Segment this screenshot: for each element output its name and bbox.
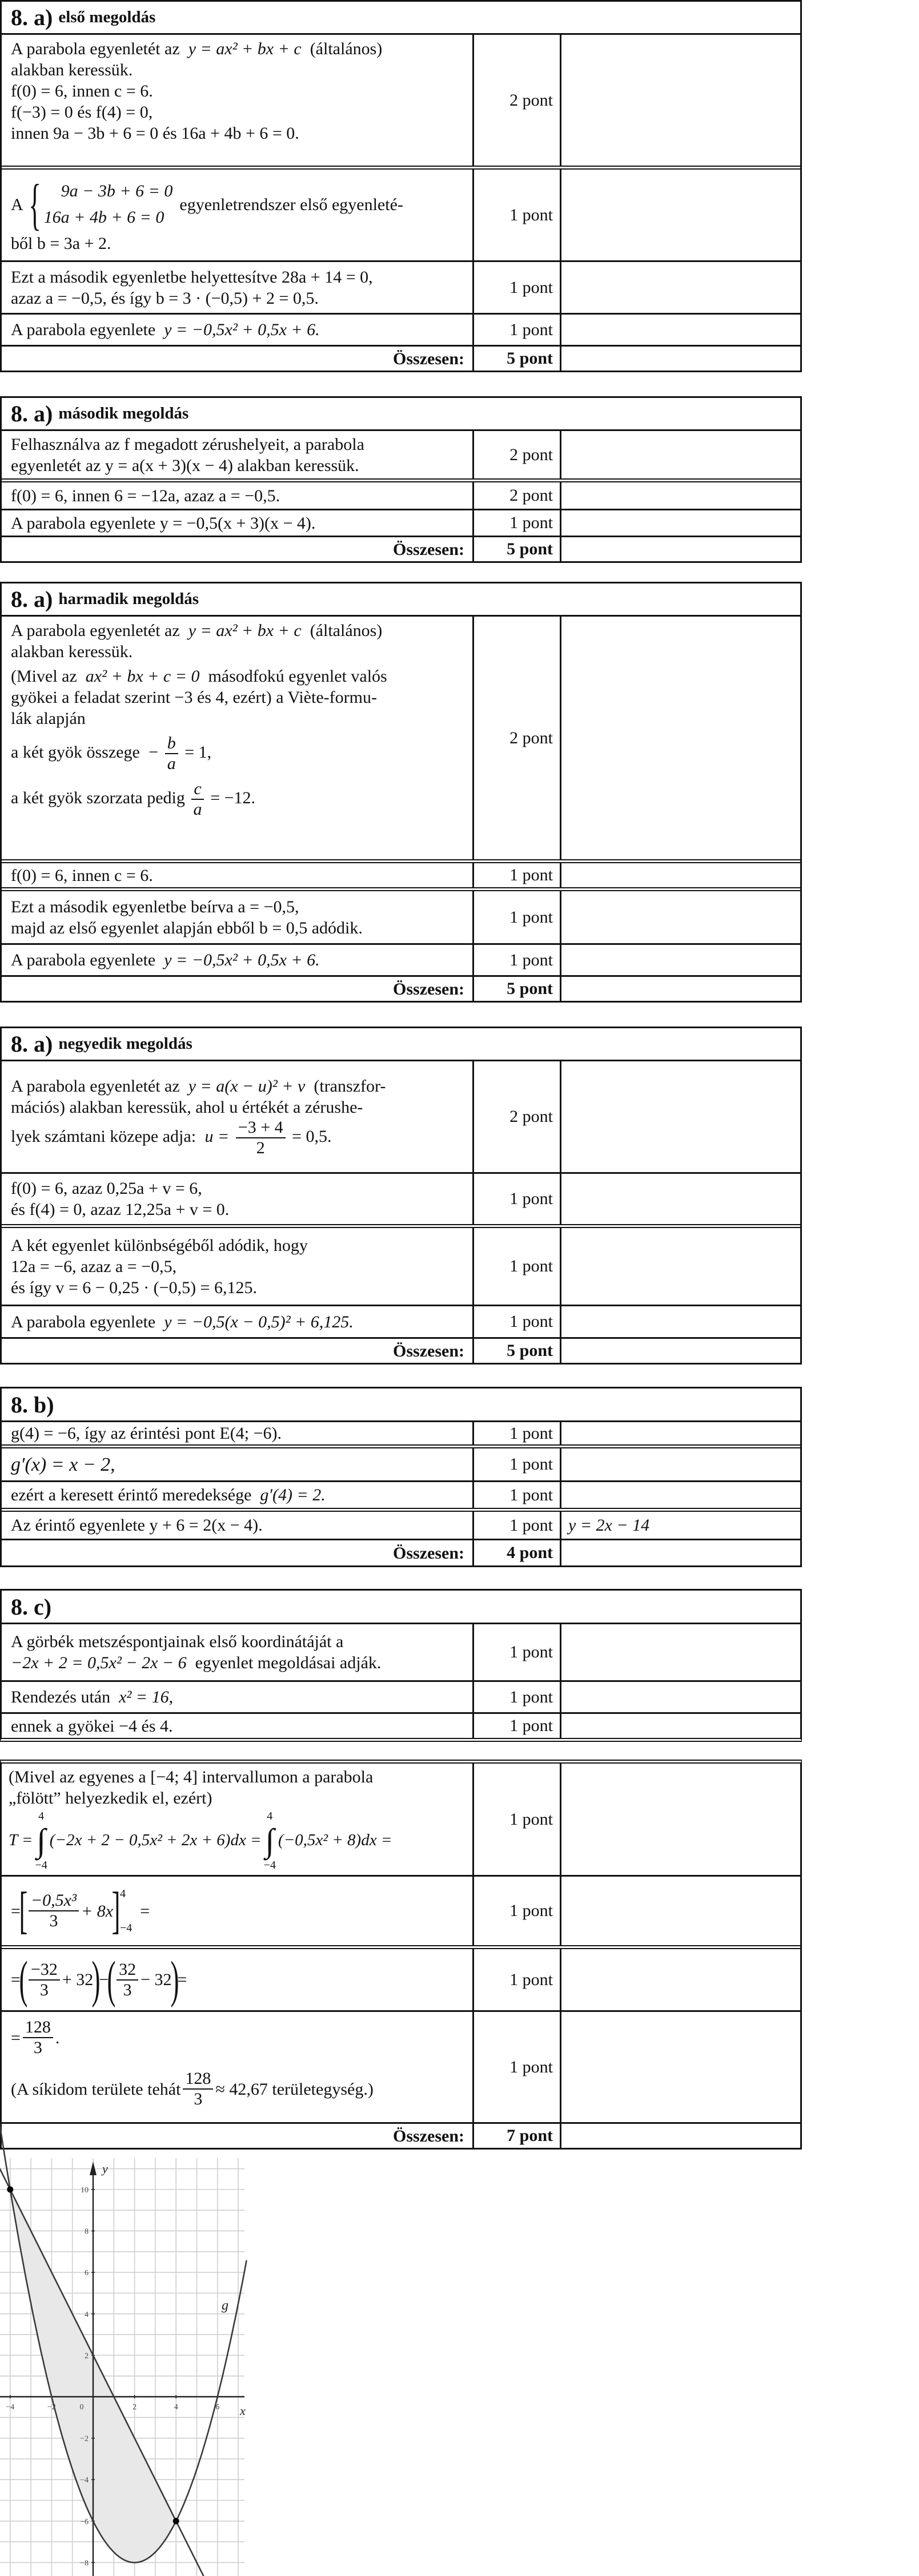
text-line: g(4) = −6, így az érintési pont E(4; −6). xyxy=(11,1424,282,1443)
total-points: 5 pont xyxy=(474,977,561,1001)
table-row xyxy=(2,2012,800,2124)
points-cell: 1 pont xyxy=(474,1512,561,1539)
notes-cell xyxy=(561,1422,800,1444)
text-line: A parabola egyenletét az xyxy=(11,39,180,58)
table-row xyxy=(2,1714,800,1738)
equation: 16a + 4b + 6 = 0 xyxy=(43,208,164,227)
notes-cell xyxy=(561,1764,800,1875)
table-row xyxy=(2,35,800,170)
points-cell: 1 pont xyxy=(474,1949,561,2010)
solution-step xyxy=(2,1512,474,1539)
text-line: A parabola egyenlete y = −0,5(x + 3)(x − 4). xyxy=(11,513,316,533)
text-line: „fölött” helyezkedik el, ezért) xyxy=(9,1788,212,1808)
solution-step xyxy=(2,1448,474,1480)
total-label: Összesen: xyxy=(2,537,474,561)
points-cell: 1 pont xyxy=(474,1877,561,1945)
text-line: majd az első egyenlet alapján ebből b = 0,5 adódik. xyxy=(11,918,363,937)
notes-cell xyxy=(561,510,800,536)
points-cell: 1 pont xyxy=(474,891,561,943)
text-line: A parabola egyenlete xyxy=(11,951,156,969)
solution-step xyxy=(2,35,474,166)
solution-step xyxy=(2,431,474,478)
integral-sign-icon: 4 ∫ −4 xyxy=(263,1809,276,1871)
points-cell: 1 pont xyxy=(474,2012,561,2122)
points-cell: 2 pont xyxy=(474,1061,561,1172)
text-line: és f(4) = 0, azaz 12,25a + v = 0. xyxy=(11,1200,230,1219)
table-row xyxy=(2,617,800,863)
notes-cell xyxy=(561,262,800,313)
notes-cell xyxy=(561,945,800,975)
section-number: 8. a) xyxy=(11,1031,53,1057)
points-cell: 2 pont xyxy=(474,482,561,509)
text-line: f(0) = 6, azaz 0,25a + v = 6, xyxy=(11,1179,202,1198)
section-8a-third-solution xyxy=(0,582,802,1003)
solution-step xyxy=(2,1061,474,1172)
section-subtitle: harmadik megoldás xyxy=(58,590,199,608)
y-tick-label: 2 xyxy=(85,2352,89,2361)
formula: + 32 xyxy=(62,1970,94,1989)
solution-step xyxy=(2,617,474,859)
table-row xyxy=(2,1422,800,1448)
section-8a-second-solution xyxy=(0,396,802,563)
notes-cell xyxy=(561,1228,800,1305)
text-line: ből b = 3a + 2. xyxy=(11,234,111,253)
formula: ax² + bx + c = 0 xyxy=(85,667,200,686)
text-line: innen 9a − 3b + 6 = 0 és 16a + 4b + 6 = 0. xyxy=(11,124,299,143)
y-tick-label: 8 xyxy=(85,2227,89,2236)
text-line: azaz a = −0,5, és így b = 3 · (−0,5) + 2 = 0,5. xyxy=(11,288,319,308)
text-line: f(0) = 6, innen 6 = −12a, azaz a = −0,5. xyxy=(11,486,280,505)
y-tick-label: 4 xyxy=(85,2310,89,2319)
left-bracket-icon: [ xyxy=(19,1882,28,1939)
numerator: −0,5x³ xyxy=(29,1891,79,1911)
table-row xyxy=(2,1877,800,1949)
total-row xyxy=(2,2124,800,2148)
numerator: −32 xyxy=(29,1960,60,1981)
upper-limit: 4 xyxy=(267,1809,273,1822)
notes-cell xyxy=(561,1949,800,2010)
formula: x² = 16, xyxy=(119,1688,174,1706)
section-number: 8. a) xyxy=(11,5,53,30)
text-line: gyökei a feladat szerint −3 és 4, ezért) a Viète-formu- xyxy=(11,688,377,707)
text-line: a két gyök összege xyxy=(11,742,140,762)
table-row xyxy=(2,482,800,510)
notes-cell xyxy=(561,482,800,509)
solution-step xyxy=(2,1949,474,2010)
section-header xyxy=(2,583,800,617)
table-row xyxy=(2,1306,800,1339)
fraction xyxy=(29,1891,79,1931)
section-8c-part1 xyxy=(0,1589,802,1742)
solution-step xyxy=(2,1174,474,1224)
text-line: és így v = 6 − 0,25 · (−0,5) = 6,125. xyxy=(11,1278,257,1297)
table-row xyxy=(2,315,800,347)
section-header xyxy=(2,1591,800,1624)
notes-cell xyxy=(561,1540,800,1565)
fraction xyxy=(29,1960,60,2000)
table-row xyxy=(2,1682,800,1714)
y-tick-label: 10 xyxy=(81,2186,89,2195)
text-line: (Mivel az egyenes a [−4; 4] intervallumon a parabola xyxy=(9,1767,374,1786)
solution-step xyxy=(2,1422,474,1444)
notes-cell xyxy=(561,1624,800,1680)
notes-cell xyxy=(561,431,800,478)
notes-cell xyxy=(561,1682,800,1712)
solution-step xyxy=(2,1764,474,1875)
y-tick-label: −2 xyxy=(80,2434,89,2444)
notes-cell xyxy=(561,170,800,260)
text-line: ennek a gyökei −4 és 4. xyxy=(11,1716,173,1736)
points-cell: 2 pont xyxy=(474,617,561,859)
solution-step xyxy=(2,170,474,260)
equals-sign: = xyxy=(11,1901,21,1921)
denominator: a xyxy=(193,800,202,819)
equals-sign: = xyxy=(11,1970,21,1989)
section-number: 8. a) xyxy=(11,586,53,612)
x-tick-label: −4 xyxy=(6,2403,15,2412)
points-cell: 2 pont xyxy=(474,431,561,478)
right-paren-icon: ) xyxy=(170,1951,179,2008)
equals-sign: = xyxy=(140,1901,150,1921)
text-line: alakban keressük. xyxy=(11,61,133,79)
section-subtitle: második megoldás xyxy=(58,404,189,422)
total-row xyxy=(2,347,800,371)
section-number: 8. c) xyxy=(11,1593,52,1620)
table-row xyxy=(2,1061,800,1174)
upper-limit: 4 xyxy=(120,1887,126,1900)
solution-step xyxy=(2,315,474,345)
section-header xyxy=(2,398,800,431)
formula: (−0,5x² + 8)dx = xyxy=(278,1831,392,1849)
total-points: 5 pont xyxy=(474,347,561,371)
text-line: (általános) xyxy=(310,39,383,58)
text-line: egyenletrendszer első egyenleté- xyxy=(179,195,403,214)
solution-step xyxy=(2,1482,474,1508)
table-row xyxy=(2,945,800,977)
points-cell: 2 pont xyxy=(474,35,561,166)
formula: −2x + 2 = 0,5x² − 2x − 6 xyxy=(11,1653,187,1672)
denominator: 2 xyxy=(256,1138,265,1157)
text-line: (általános) xyxy=(310,621,383,640)
notes-cell xyxy=(561,863,800,887)
points-cell: 1 pont xyxy=(474,1306,561,1337)
section-8c-part2 xyxy=(0,1760,802,2150)
section-subtitle: első megoldás xyxy=(58,8,156,26)
text-line: f(−3) = 0 és f(4) = 0, xyxy=(11,103,153,122)
notes-cell xyxy=(561,1174,800,1224)
solution-step xyxy=(2,1877,474,1945)
points-cell: 1 pont xyxy=(474,1174,561,1224)
fraction xyxy=(183,2069,213,2109)
left-brace-icon: { xyxy=(28,172,41,236)
total-row xyxy=(2,1339,800,1363)
text-line: = 1, xyxy=(184,742,212,762)
y-tick-label: −4 xyxy=(80,2476,89,2485)
total-points: 7 pont xyxy=(474,2124,561,2148)
text-line: ≈ 42,67 területegység.) xyxy=(215,2079,374,2099)
points-cell: 1 pont xyxy=(474,170,561,260)
lower-limit: −4 xyxy=(120,1922,133,1934)
table-row xyxy=(2,262,800,315)
table-row xyxy=(2,431,800,482)
text-line: Ezt a második egyenletbe beírva a = −0,5, xyxy=(11,897,299,916)
section-8a-fourth-solution xyxy=(0,1027,802,1365)
text-line: alakban keressük. xyxy=(11,642,133,661)
text-line: A xyxy=(11,195,23,214)
notes-cell xyxy=(561,2012,800,2122)
table-row xyxy=(2,170,800,262)
section-8b xyxy=(0,1387,802,1567)
section-8a-first-solution xyxy=(0,0,802,372)
formula: − 32 xyxy=(141,1970,172,1989)
table-row xyxy=(2,891,800,945)
points-cell: 1 pont xyxy=(474,945,561,975)
formula: (−2x + 2 − 0,5x² + 2x + 6)dx = xyxy=(49,1831,262,1849)
total-label: Összesen: xyxy=(2,977,474,1001)
x-tick-label: −2 xyxy=(47,2403,56,2412)
text-line: = 0,5. xyxy=(292,1126,332,1146)
upper-limit: 4 xyxy=(38,1809,45,1822)
section-subtitle: negyedik megoldás xyxy=(58,1035,192,1053)
notes-cell xyxy=(561,1061,800,1172)
text-line: másodfokú egyenlet valós xyxy=(208,667,387,686)
text-line: = −12. xyxy=(210,788,256,807)
solution-step xyxy=(2,1228,474,1305)
fraction xyxy=(23,2018,53,2058)
points-cell: 1 pont xyxy=(474,1448,561,1480)
points-cell: 1 pont xyxy=(474,1714,561,1738)
points-cell: 1 pont xyxy=(474,1624,561,1680)
text-line: f(0) = 6, innen c = 6. xyxy=(11,866,153,885)
y-tick-label: −8 xyxy=(80,2559,89,2568)
table-row xyxy=(2,510,800,537)
equals-sign: = xyxy=(177,1970,187,1989)
function-graph xyxy=(0,2158,244,2576)
notes-cell xyxy=(561,977,800,1001)
integral-sign-icon: 4 ∫ −4 xyxy=(35,1809,47,1871)
notes-cell xyxy=(561,35,800,166)
total-label: Összesen: xyxy=(2,1540,474,1565)
formula: y = −0,5x² + 0,5x + 6. xyxy=(164,951,320,969)
table-row xyxy=(2,1448,800,1482)
table-row xyxy=(2,1174,800,1228)
notes-cell xyxy=(561,315,800,345)
solution-step xyxy=(2,891,474,943)
notes-cell xyxy=(561,2124,800,2148)
y-axis-label: y xyxy=(102,2162,108,2176)
text-line: Felhasználva az f megadott zérushelyeit, a parabola xyxy=(11,434,364,454)
total-row xyxy=(2,977,800,1001)
text-line: ezért a keresett érintő meredeksége xyxy=(11,1486,252,1504)
table-row xyxy=(2,1764,800,1877)
section-header xyxy=(2,1028,800,1061)
x-tick-label: 2 xyxy=(133,2403,137,2412)
notes-cell xyxy=(561,891,800,943)
solution-step xyxy=(2,2012,474,2122)
text-line: Rendezés után xyxy=(11,1688,111,1706)
points-cell: 1 pont xyxy=(474,1228,561,1305)
numerator: 32 xyxy=(117,1960,138,1981)
minus-sign: − xyxy=(99,1970,109,1989)
table-row xyxy=(2,1949,800,2012)
points-cell: 1 pont xyxy=(474,1482,561,1508)
total-points: 4 pont xyxy=(474,1540,561,1565)
total-points: 5 pont xyxy=(474,537,561,561)
notes-cell xyxy=(561,617,800,859)
text-line: f(0) = 6, innen c = 6. xyxy=(11,82,153,100)
formula: y = −0,5(x − 0,5)² + 6,125. xyxy=(164,1312,354,1331)
text-line: mációs) alakban keressük, ahol u értékét a zérushe- xyxy=(11,1098,363,1117)
table-row xyxy=(2,1228,800,1306)
section-header xyxy=(2,2,800,35)
fraction xyxy=(191,779,203,819)
solution-step xyxy=(2,482,474,509)
text-line: Az érintő egyenlete y + 6 = 2(x − 4). xyxy=(11,1516,263,1535)
notes-cell xyxy=(561,537,800,561)
notes-cell xyxy=(561,1512,800,1539)
text-line: egyenletét az y = a(x + 3)(x − 4) alakban keressük. xyxy=(11,456,359,475)
points-cell: 1 pont xyxy=(474,315,561,345)
total-row xyxy=(2,537,800,561)
text-line: A görbék metszéspontjainak első koordinátáját a xyxy=(11,1632,344,1651)
formula: + 8x xyxy=(81,1901,114,1921)
x-tick-label: 6 xyxy=(215,2403,220,2412)
notes-cell xyxy=(561,1339,800,1363)
solution-step xyxy=(2,1306,474,1337)
formula: u = xyxy=(204,1126,230,1146)
total-label: Összesen: xyxy=(2,347,474,371)
intersection-point xyxy=(7,2187,13,2193)
section-header xyxy=(2,1388,800,1422)
numerator: −3 + 4 xyxy=(236,1118,286,1138)
solution-step xyxy=(2,945,474,975)
lower-limit: −4 xyxy=(263,1858,276,1871)
note-text: y = 2x − 14 xyxy=(568,1515,650,1535)
formula: y = −0,5x² + 0,5x + 6. xyxy=(164,320,320,339)
x-axis-label: x xyxy=(240,2404,246,2418)
minus-sign: − xyxy=(149,742,159,762)
text-line: A parabola egyenlete xyxy=(11,320,156,339)
equals-sign: = xyxy=(11,2028,21,2047)
table-row xyxy=(2,1624,800,1682)
solution-step xyxy=(2,863,474,887)
left-paren-icon: ( xyxy=(107,1951,116,2008)
fraction xyxy=(117,1960,138,2000)
numerator: c xyxy=(191,779,203,800)
text-line: A parabola egyenletét az xyxy=(11,621,180,640)
text-line: (A síkidom területe tehát xyxy=(11,2079,181,2099)
numerator: 128 xyxy=(23,2018,53,2038)
solution-step xyxy=(2,510,474,536)
points-cell: 1 pont xyxy=(474,863,561,887)
table-row xyxy=(2,1482,800,1512)
numerator: b xyxy=(165,734,178,754)
total-points: 5 pont xyxy=(474,1339,561,1363)
section-number: 8. a) xyxy=(11,401,53,426)
x-tick-label: 0 xyxy=(79,2403,84,2412)
period: . xyxy=(55,2028,60,2047)
text-line: A parabola egyenlete xyxy=(11,1312,156,1331)
denominator: 3 xyxy=(33,2038,42,2057)
table-row xyxy=(2,1512,800,1540)
notes-cell xyxy=(561,1306,800,1337)
text-line: lák alapján xyxy=(11,709,86,728)
text-line: (transzfor- xyxy=(314,1077,386,1096)
total-label: Összesen: xyxy=(2,1339,474,1363)
text-line: (Mivel az xyxy=(11,667,77,686)
points-cell: 1 pont xyxy=(474,510,561,536)
equation: 9a − 3b + 6 = 0 xyxy=(61,182,173,200)
text-line: a két gyök szorzata pedig xyxy=(11,788,185,807)
right-paren-icon: ) xyxy=(91,1951,101,2008)
intersection-point xyxy=(173,2518,179,2524)
points-cell: 1 pont xyxy=(474,1422,561,1444)
section-number: 8. b) xyxy=(11,1391,54,1418)
notes-cell xyxy=(561,1877,800,1945)
text-line: egyenlet megoldásai adják. xyxy=(195,1653,382,1672)
text-line: A két egyenlet különbségéből adódik, hogy xyxy=(11,1235,308,1255)
solution-step xyxy=(2,1714,474,1738)
denominator: a xyxy=(167,754,176,773)
numerator: 128 xyxy=(183,2069,213,2090)
total-row xyxy=(2,1540,800,1565)
table-row xyxy=(2,863,800,891)
y-tick-label: 6 xyxy=(85,2269,89,2278)
solution-step xyxy=(2,1682,474,1712)
left-paren-icon: ( xyxy=(19,1951,28,2008)
points-cell: 1 pont xyxy=(474,1682,561,1712)
points-cell: 1 pont xyxy=(474,1764,561,1875)
notes-cell xyxy=(561,1448,800,1480)
text-line: Ezt a második egyenletbe helyettesítve 28a + 14 = 0, xyxy=(11,267,373,287)
denominator: 3 xyxy=(49,1911,58,1930)
notes-cell xyxy=(561,1714,800,1738)
lower-limit: −4 xyxy=(35,1858,47,1871)
denominator: 3 xyxy=(194,2090,203,2108)
y-tick-label: −6 xyxy=(80,2517,89,2526)
equation-system xyxy=(23,172,173,236)
formula: y = ax² + bx + c xyxy=(188,39,302,58)
text-line: A parabola egyenletét az xyxy=(11,1077,180,1096)
solution-step xyxy=(2,1624,474,1680)
fraction xyxy=(165,734,178,774)
denominator: 3 xyxy=(123,1980,132,1999)
formula: T = xyxy=(9,1831,33,1849)
points-cell: 1 pont xyxy=(474,262,561,313)
fraction xyxy=(236,1118,286,1158)
solution-step xyxy=(2,262,474,313)
right-bracket-icon: ] xyxy=(111,1882,121,1939)
formula: g′(4) = 2. xyxy=(260,1486,326,1504)
curve-label-g: g xyxy=(222,2298,229,2313)
formula: y = a(x − u)² + v xyxy=(188,1077,306,1096)
text-line: 12a = −6, azaz a = −0,5, xyxy=(11,1257,177,1276)
formula: y = ax² + bx + c xyxy=(188,621,302,640)
text-line: g′(x) = x − 2, xyxy=(11,1454,115,1475)
notes-cell xyxy=(561,347,800,371)
denominator: 3 xyxy=(39,1980,49,1999)
text-line: lyek számtani közepe adja: xyxy=(11,1126,196,1146)
total-label: Összesen: xyxy=(2,2124,474,2148)
x-tick-label: 4 xyxy=(174,2403,178,2412)
notes-cell xyxy=(561,1482,800,1508)
